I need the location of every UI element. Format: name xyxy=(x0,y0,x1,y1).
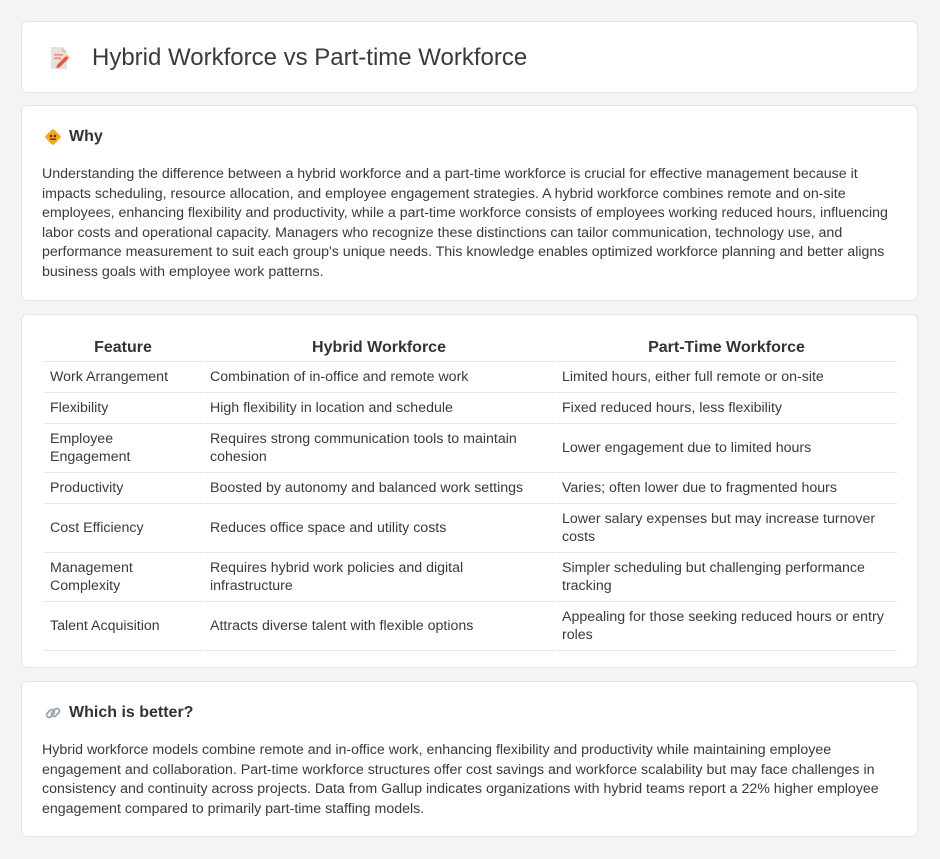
hybrid-cell: Requires hybrid work policies and digital infrastructure xyxy=(204,553,554,602)
feature-cell: Employee Engagement xyxy=(44,424,202,473)
table-row xyxy=(44,424,897,473)
comparison-table xyxy=(42,335,899,651)
hybrid-cell: Combination of in-office and remote work xyxy=(204,362,554,393)
table-row xyxy=(44,504,897,553)
link-icon xyxy=(44,704,62,722)
part-time-cell: Varies; often lower due to fragmented hours xyxy=(556,473,897,504)
part-time-cell: Fixed reduced hours, less flexibility xyxy=(556,393,897,424)
warning-diamond-icon xyxy=(44,128,62,146)
table-row xyxy=(44,553,897,602)
table-row xyxy=(44,393,897,424)
feature-cell: Cost Efficiency xyxy=(44,504,202,553)
part-time-cell: Simpler scheduling but challenging performance tracking xyxy=(556,553,897,602)
table-row xyxy=(44,362,897,393)
header-part-time: Part-Time Workforce xyxy=(556,335,897,362)
part-time-cell: Appealing for those seeking reduced hours or entry roles xyxy=(556,602,897,651)
table-row xyxy=(44,602,897,651)
feature-cell: Talent Acquisition xyxy=(44,602,202,651)
part-time-cell: Lower engagement due to limited hours xyxy=(556,424,897,473)
which-section xyxy=(21,681,918,837)
hybrid-cell: Reduces office space and utility costs xyxy=(204,504,554,553)
comparison-card xyxy=(21,314,918,668)
part-time-cell: Lower salary expenses but may increase turnover costs xyxy=(556,504,897,553)
which-heading: Which is better? xyxy=(69,704,194,721)
page-title: Hybrid Workforce vs Part-time Workforce xyxy=(92,44,528,71)
hybrid-cell: High flexibility in location and schedule xyxy=(204,393,554,424)
feature-cell: Management Complexity xyxy=(44,553,202,602)
hybrid-cell: Attracts diverse talent with flexible options xyxy=(204,602,554,651)
hybrid-cell: Requires strong communication tools to maintain cohesion xyxy=(204,424,554,473)
hybrid-cell: Boosted by autonomy and balanced work settings xyxy=(204,473,554,504)
header-card xyxy=(21,21,918,93)
why-paragraph: Understanding the difference between a hybrid workforce and a part-time workforce is crucial for effective management because it impacts scheduling, resource allocation, and employee engagement strategies. A hybrid workforce combines remote and on-site employees, enhancing flexibility and productivity, while a part-time workforce consists of employees working reduced hours, influencing labor costs and operational capacity. Managers who recognize these distinctions can tailor communication, technology use, and performance measurement to suit each group's unique needs. This knowledge enables optimized workforce planning and better aligns business goals with employee work patterns. xyxy=(42,166,888,280)
header-hybrid: Hybrid Workforce xyxy=(204,335,554,362)
feature-cell: Flexibility xyxy=(44,393,202,424)
document-edit-icon xyxy=(46,45,72,71)
table-row xyxy=(44,473,897,504)
why-section xyxy=(21,105,918,301)
feature-cell: Productivity xyxy=(44,473,202,504)
why-heading: Why xyxy=(69,128,103,145)
which-paragraph: Hybrid workforce models combine remote and in-office work, enhancing flexibility and productivity while maintaining employee engagement and collaboration. Part-time workforce structures offer cost savings and workforce scalability but may face challenges in consistency and continuity across projects. Data from Gallup indicates organizations with hybrid teams report a 22% higher employee engagement compared to primarily part-time staffing models. xyxy=(42,742,879,817)
part-time-cell: Limited hours, either full remote or on-site xyxy=(556,362,897,393)
header-feature: Feature xyxy=(44,335,202,362)
feature-cell: Work Arrangement xyxy=(44,362,202,393)
